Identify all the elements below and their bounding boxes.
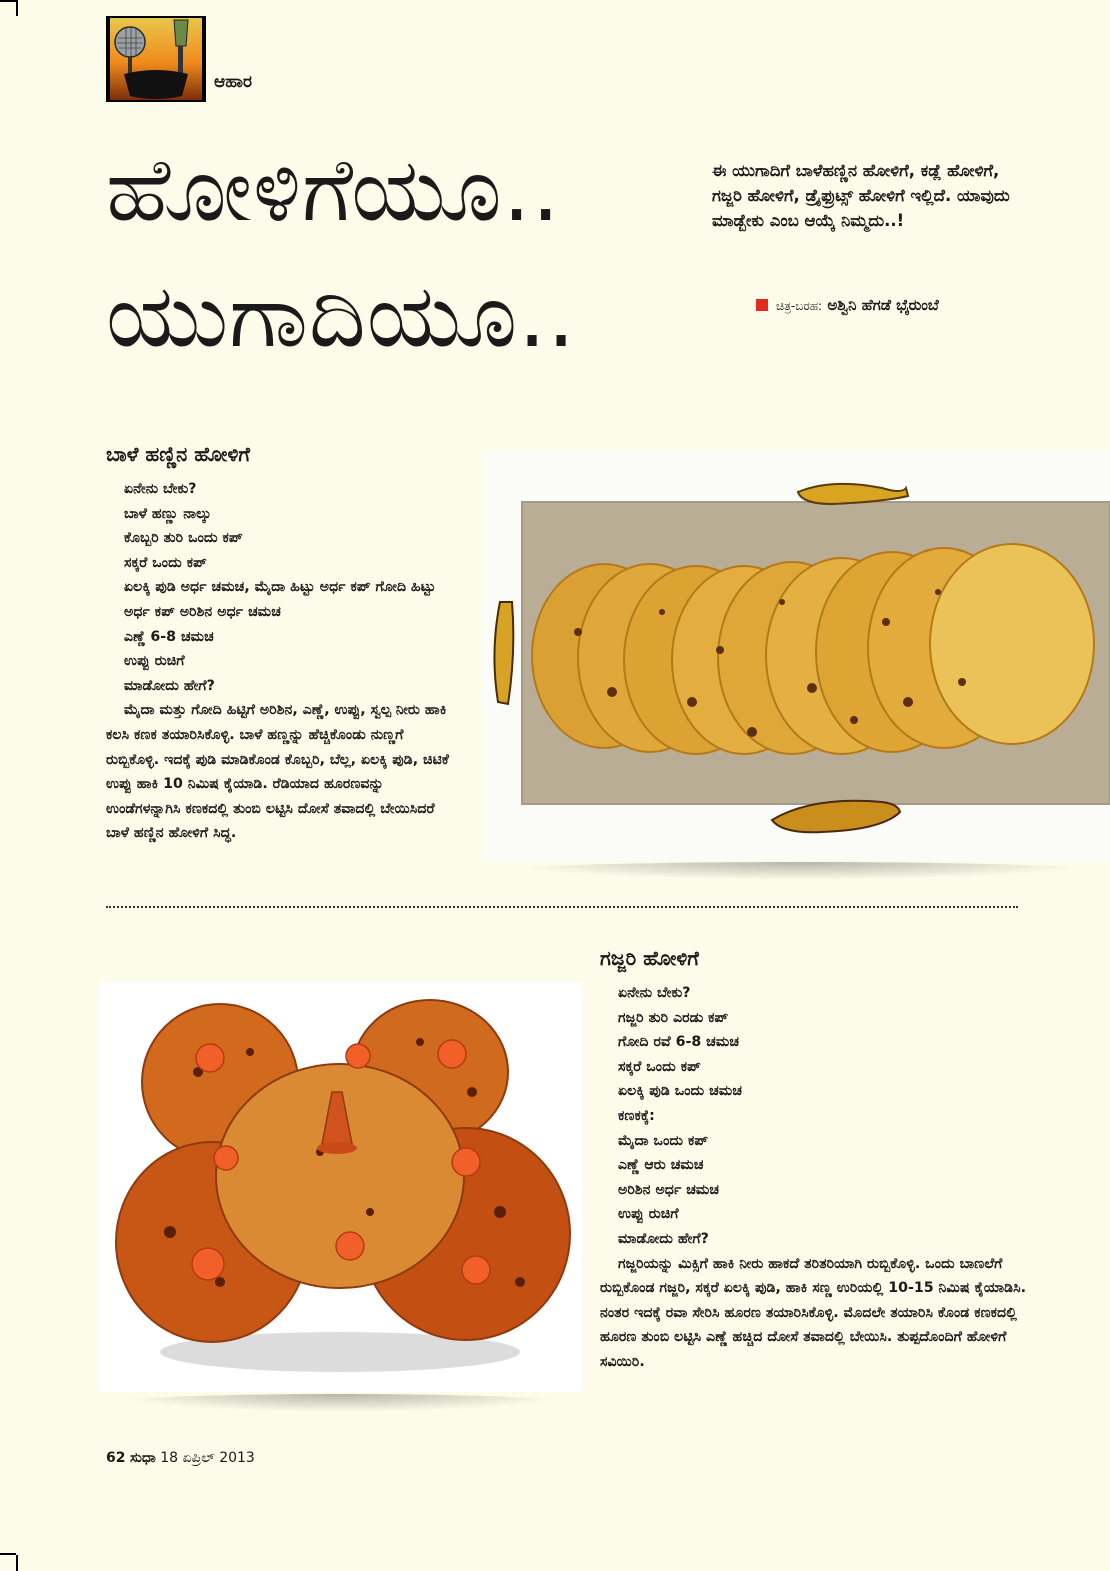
recipe-line: ಮಾಡೋದು ಹೇಗೆ? bbox=[124, 677, 215, 694]
recipe-line: ಎಣ್ಣೆ 6-8 ಚಮಚ bbox=[124, 628, 214, 645]
recipe-body-banana bbox=[106, 477, 452, 846]
recipe-line: ಕೊಬ್ಬರಿ ತುರಿ ಒಂದು ಕಪ್ bbox=[124, 530, 243, 547]
headline-line2: ಯುಗಾದಿಯೂ.. bbox=[106, 264, 577, 367]
byline-author: ಅಶ್ವಿನಿ ಹೆಗಡೆ ಭೈರುಂಬೆ bbox=[827, 296, 939, 314]
section-label: ಆಹಾರ bbox=[214, 72, 252, 92]
recipe-line: ಏಲಕ್ಕಿ ಪುಡಿ ಒಂದು ಚಮಚ bbox=[618, 1083, 743, 1100]
photo-shadow bbox=[110, 1394, 570, 1412]
magazine-name: ಸುಧಾ bbox=[129, 1450, 156, 1466]
headline-line1: ಹೋಳಿಗೆಯೂ.. bbox=[106, 138, 561, 241]
kitchen-logo-icon bbox=[106, 16, 206, 102]
crop-mark bbox=[16, 1555, 18, 1571]
page-number: 62 bbox=[106, 1450, 126, 1466]
recipe-line: ಮೈದಾ ಒಂದು ಕಪ್ bbox=[618, 1132, 709, 1149]
recipe-line: ಉಪ್ಪು ರುಚಿಗೆ bbox=[618, 1206, 679, 1223]
red-square-icon bbox=[756, 299, 768, 311]
byline bbox=[756, 296, 939, 314]
recipe-line: ಕಣಕಕ್ಕೆ: bbox=[618, 1107, 655, 1124]
recipe-line: ಉಪ್ಪು ರುಚಿಗೆ bbox=[124, 653, 185, 670]
crop-mark bbox=[0, 1553, 16, 1555]
photo-shadow bbox=[500, 862, 1100, 880]
issue-date: 18 ಏಪ್ರಿಲ್ 2013 bbox=[160, 1450, 255, 1466]
dotted-divider bbox=[106, 906, 1018, 908]
recipe-method: ಗಜ್ಜರಿಯನ್ನು ಮಿಕ್ಸಿಗೆ ಹಾಕಿ ನೀರು ಹಾಕದೆ ತರಿತರಿಯಾಗಿ ರುಬ್ಬಿಕೊಳ್ಳಿ. ಒಂದು ಬಾಣಲೆಗೆ ರುಬ್ಬಿಕೊಂಡ ಗಜ್ಜರಿ, ಸಕ್ಕರೆ ಏಲಕ್ಕಿ ಪುಡಿ, ಹಾಕಿ ಸಣ್ಣ ಉರಿಯಲ್ಲಿ 10-15 ನಿಮಿಷ ಕೈಯಾಡಿಸಿ. ನಂತರ ಇದಕ್ಕೆ ರವಾ ಸೇರಿಸಿ ಹೂರಣ ತಯಾರಿಸಿಕೊಳ್ಳಿ. ಮೊದಲೇ ತಯಾರಿಸಿ ಕೊಂಡ ಕಣಕದಲ್ಲಿ ಹೂರಣ ತುಂಬಿ ಲಟ್ಟಿಸಿ ಎಣ್ಣೆ ಹಚ್ಚಿದ ದೋಸೆ ತವಾದಲ್ಲಿ ಬೇಯಿಸಿ. ತುಪ್ಪದೊಂದಿಗೆ ಹೋಳಿಗೆ ಸವಿಯಿರಿ. bbox=[600, 1255, 1026, 1370]
recipe-title-carrot: ಗಜ್ಜರಿ ಹೋಳಿಗೆ bbox=[600, 946, 699, 970]
intro-text: ಈ ಯುಗಾದಿಗೆ ಬಾಳೆಹಣ್ಣಿನ ಹೋಳಿಗೆ, ಕಡ್ಲೆ ಹೋಳಿಗೆ, ಗಜ್ಜರಿ ಹೋಳಿಗೆ, ಡ್ರೈಫ್ರುಟ್ಸ್ ಹೋಳಿಗೆ ಇಲ್ಲಿದೆ. ಯಾವುದು ಮಾಡ್ಬೇಕು ಎಂಬ ಆಯ್ಕೆ ನಿಮ್ಮದು..! bbox=[712, 161, 1010, 230]
recipe-line: ಏನೇನು ಬೇಕು? bbox=[124, 481, 197, 497]
recipe-line: ಏಲಕ್ಕಿ ಪುಡಿ ಅರ್ಧ ಚಮಚ, ಮೈದಾ ಹಿಟ್ಟು ಅರ್ಧ ಕಪ್ ಗೋದಿ ಹಿಟ್ಟು ಅರ್ಧ ಕಪ್ ಅರಿಶಿನ ಅರ್ಧ ಚಮಚ bbox=[124, 579, 436, 620]
recipe-method: ಮೈದಾ ಮತ್ತು ಗೋದಿ ಹಿಟ್ಟಿಗೆ ಅರಿಶಿನ, ಎಣ್ಣೆ, ಉಪ್ಪು, ಸ್ವಲ್ಪ ನೀರು ಹಾಕಿ ಕಲಸಿ ಕಣಕ ತಯಾರಿಸಿಕೊಳ್ಳಿ. ಬಾಳೆ ಹಣ್ಣನ್ನು ಹೆಚ್ಚಿಕೊಂಡು ನುಣ್ಣಗೆ ರುಬ್ಬಿಕೊಳ್ಳಿ. ಇದಕ್ಕೆ ಪುಡಿ ಮಾಡಿಕೊಂಡ ಕೊಬ್ಬರಿ, ಬೆಲ್ಲ, ಏಲಕ್ಕಿ ಪುಡಿ, ಚಿಟಿಕೆ ಉಪ್ಪು ಹಾಕಿ 10 ನಿಮಿಷ ಕೈಯಾಡಿ. ರೆಡಿಯಾದ ಹೂರಣವನ್ನು ಉಂಡೆಗಳನ್ನಾಗಿಸಿ ಕಣಕದಲ್ಲಿ ತುಂಬಿ ಲಟ್ಟಿಸಿ ದೋಸೆ ತವಾದಲ್ಲಿ ಬೇಯಿಸಿದರೆ ಬಾಳೆ ಹಣ್ಣಿನ ಹೋಳಿಗೆ ಸಿದ್ಧ. bbox=[106, 702, 449, 842]
recipe-line: ಗೋದಿ ರವೆ 6-8 ಚಮಚ bbox=[618, 1034, 740, 1051]
carrot-holige-photo bbox=[100, 982, 582, 1392]
recipe-body-carrot bbox=[600, 981, 1028, 1375]
recipe-line: ಸಕ್ಕರೆ ಒಂದು ಕಪ್ bbox=[124, 554, 207, 571]
recipe-title-banana: ಬಾಳೆ ಹಣ್ಣಿನ ಹೋಳಿಗೆ bbox=[106, 442, 250, 466]
recipe-line: ಅರಿಶಿನ ಅರ್ಧ ಚಮಚ bbox=[618, 1181, 720, 1198]
recipe-line: ಸಕ್ಕರೆ ಒಂದು ಕಪ್ bbox=[618, 1058, 701, 1075]
recipe-line: ಬಾಳೆ ಹಣ್ಣು ನಾಲ್ಕು bbox=[124, 505, 212, 522]
byline-role: ಚಿತ್ರ-ಬರಹ: bbox=[776, 299, 823, 313]
recipe-line: ಎಣ್ಣೆ ಆರು ಚಮಚ bbox=[618, 1157, 704, 1174]
recipe-line: ಮಾಡೋದು ಹೇಗೆ? bbox=[618, 1230, 709, 1247]
page-footer bbox=[106, 1450, 255, 1466]
crop-mark bbox=[0, 0, 16, 2]
recipe-line: ಏನೇನು ಬೇಕು? bbox=[618, 985, 691, 1001]
crop-mark bbox=[16, 0, 18, 16]
recipe-line: ಗಜ್ಜರಿ ತುರಿ ಎರಡು ಕಪ್ bbox=[618, 1009, 729, 1026]
banana-holige-photo bbox=[482, 452, 1110, 860]
